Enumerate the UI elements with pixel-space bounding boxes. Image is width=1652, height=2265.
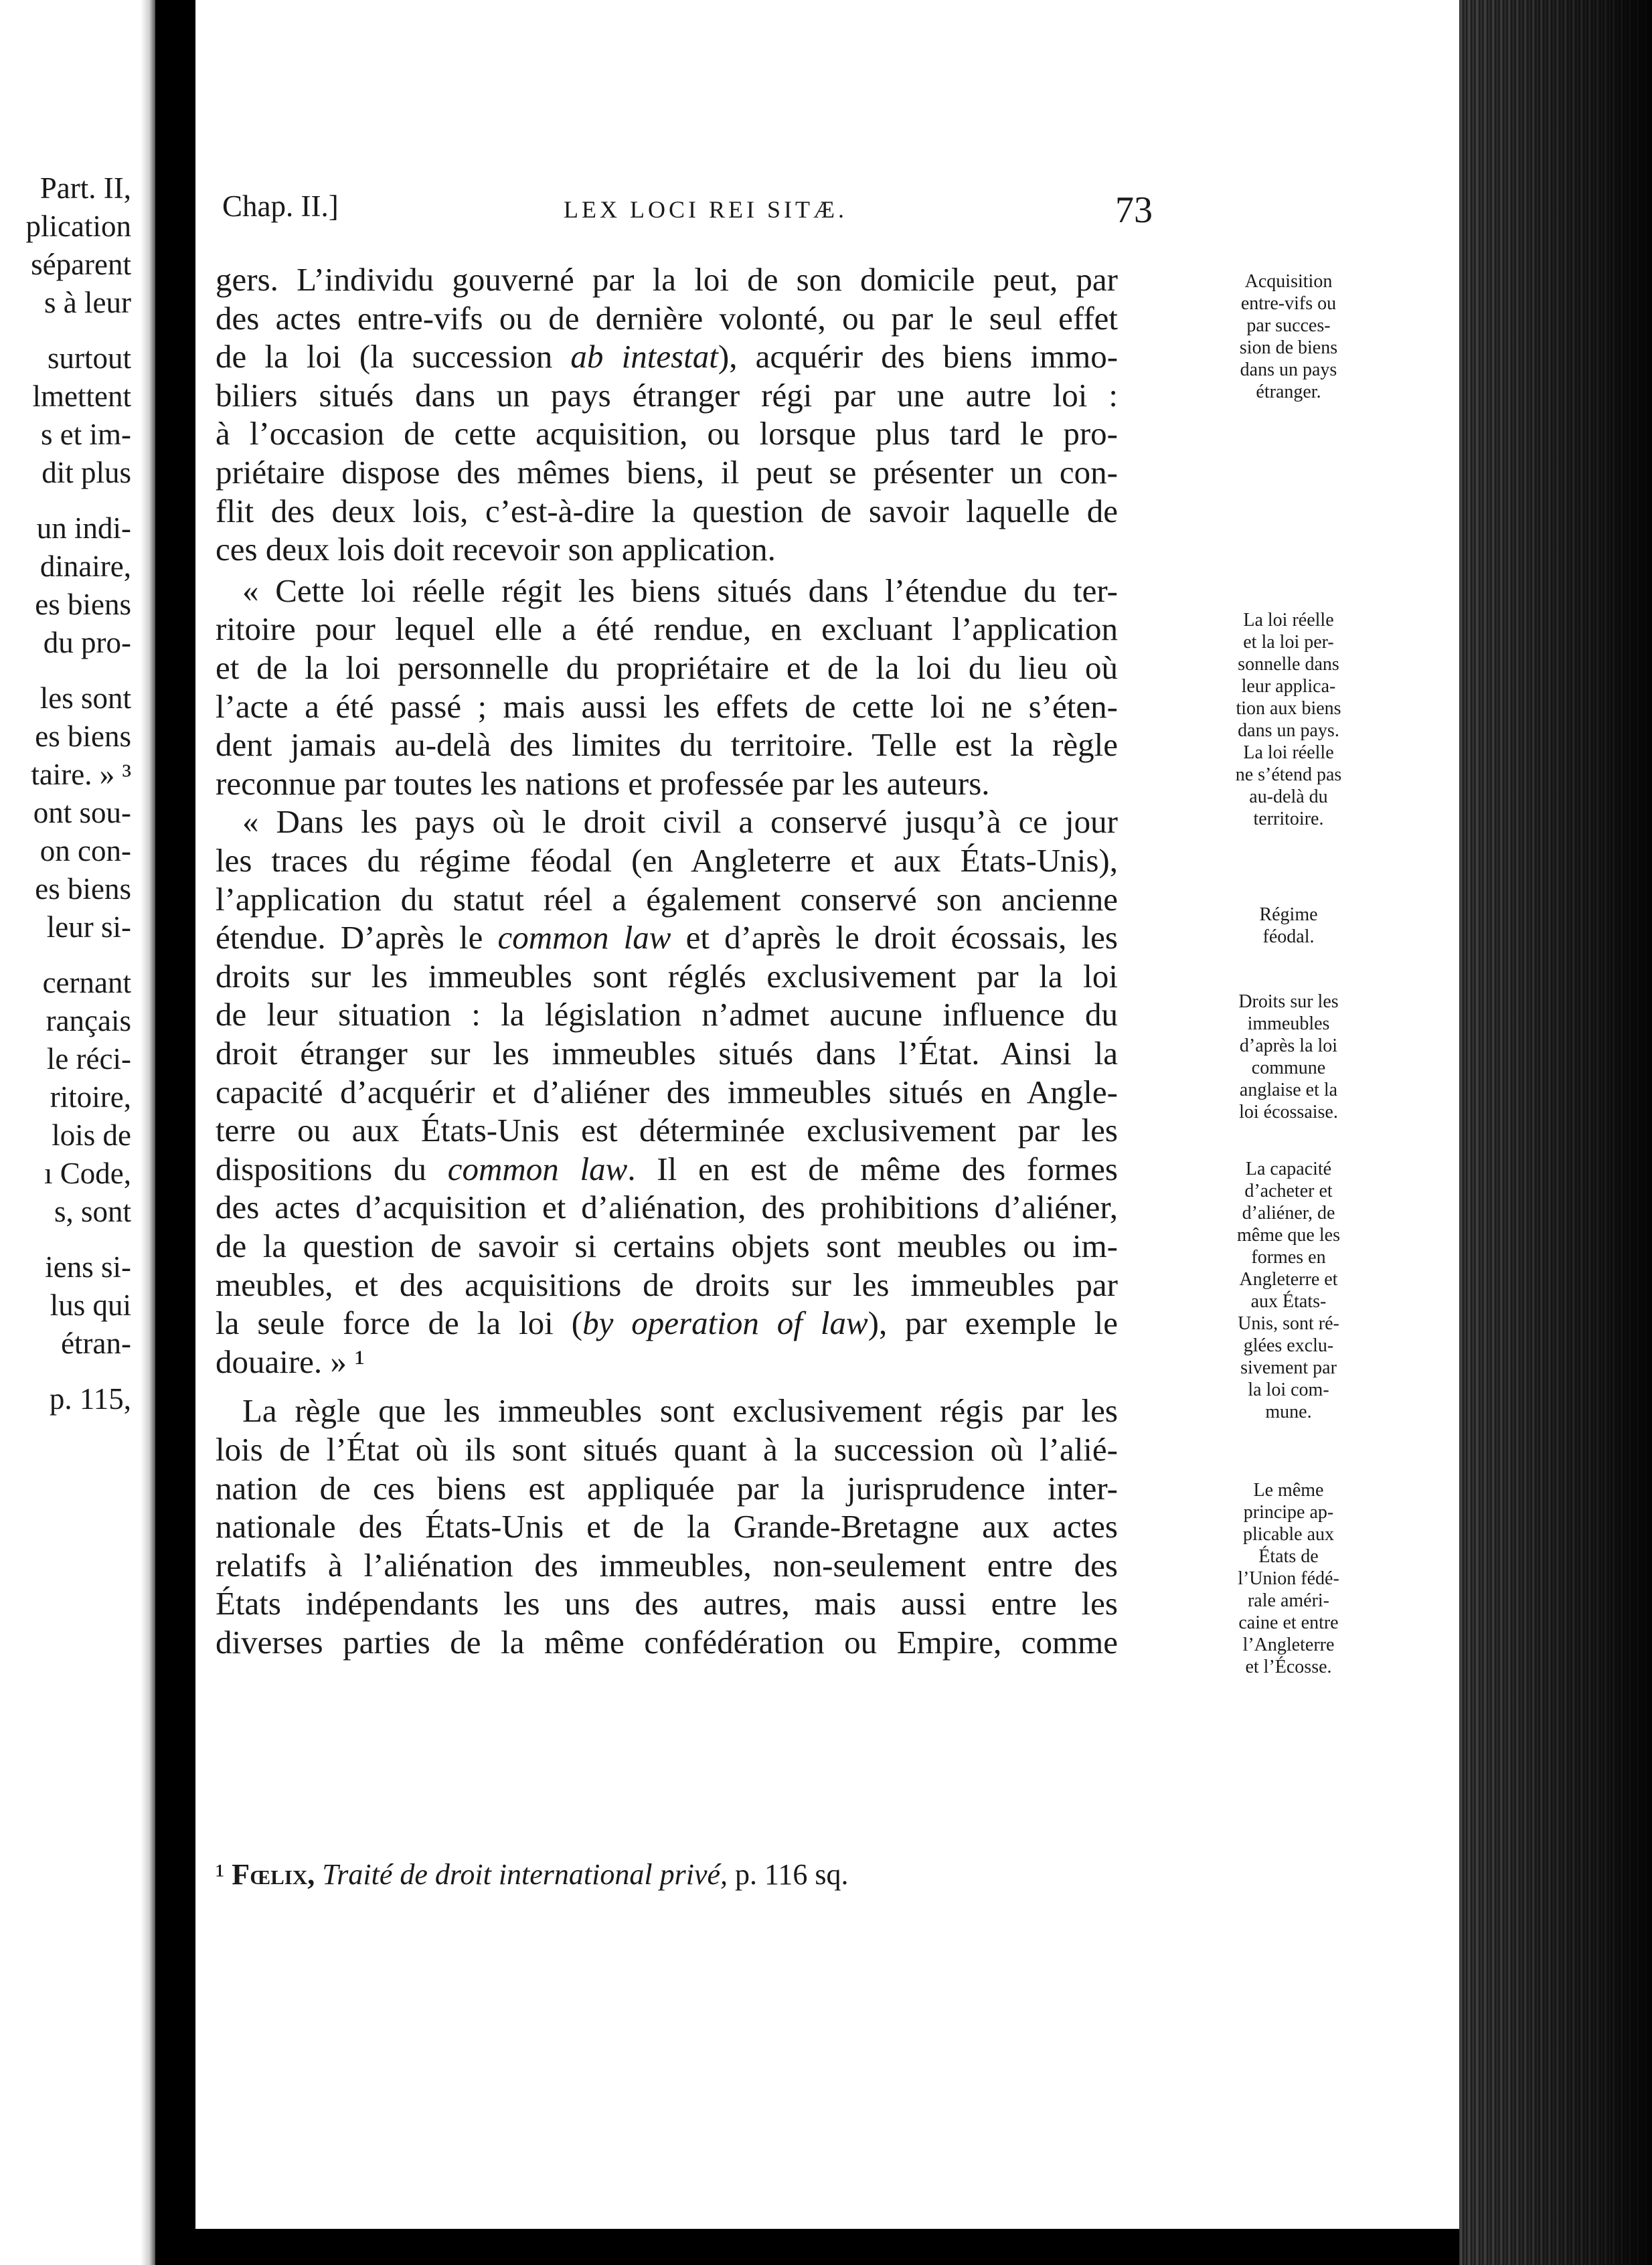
body-line: l’acte a été passé ; mais aussi les effets de cette loi ne s’éten- <box>216 687 1118 725</box>
body-line: droit étranger sur les immeubles situés dans l’État. Ainsi la <box>216 1035 1118 1072</box>
body-line: reconnue par toutes les nations et professée par les auteurs. <box>216 764 990 802</box>
margin-note-line: d’aliéner, de <box>1242 1203 1335 1224</box>
body-line: nation de ces biens est appliquée par la jurisprudence inter- <box>216 1469 1118 1507</box>
facing-page-line: on con- <box>39 834 131 867</box>
facing-page-line: s, sont <box>54 1195 131 1228</box>
margin-note-line: principe ap- <box>1243 1502 1334 1523</box>
facing-page-line: les sont <box>39 681 131 715</box>
margin-note-line: caine et entre <box>1238 1612 1339 1633</box>
margin-note <box>1118 904 1459 948</box>
facing-page-line: du pro- <box>43 626 131 659</box>
facing-page-line: étran- <box>61 1327 131 1360</box>
margin-note-line: Régime <box>1259 904 1318 925</box>
body-line: des actes entre-vifs ou de dernière volonté, ou par le seul effet <box>216 299 1118 337</box>
body-line: douaire. » ¹ <box>216 1343 365 1380</box>
body-line: de la loi (la succession ab intestat), acquérir des biens immo- <box>216 338 1119 375</box>
body-line: ces deux lois doit recevoir son application. <box>216 531 776 568</box>
facing-page-line: dit plus <box>42 456 131 489</box>
facing-page-line: es biens <box>35 720 131 753</box>
margin-note-line: anglaise et la <box>1239 1080 1338 1100</box>
margin-note-line: l’Union fédé- <box>1238 1568 1339 1589</box>
facing-page-line: ont sou- <box>33 796 131 829</box>
facing-page-line: plicatio​n <box>25 209 131 243</box>
margin-note-line: ne s’étend pas <box>1235 764 1342 785</box>
facing-page-line: surtout <box>47 341 131 375</box>
margin-note-line: tion aux biens <box>1236 698 1341 719</box>
body-line: priétaire dispose des mêmes biens, il peut se présenter un con- <box>216 454 1118 491</box>
facing-page-line: lois de <box>52 1118 131 1152</box>
body-line: terre ou aux États-Unis est déterminée exclusivement par les <box>216 1112 1118 1149</box>
facing-page-line: p. 115, <box>49 1382 131 1416</box>
chapter-label: Chap. II.] <box>222 189 339 223</box>
body-line: gers. L’individu gouverné par la loi de son domicile peut, par <box>216 261 1118 298</box>
margin-note <box>1118 609 1459 830</box>
body-line: nationale des États-Unis et de la Grande-Bretagne aux actes <box>216 1508 1118 1545</box>
margin-note-line: par succes- <box>1246 315 1331 336</box>
margin-note-line: sivement par <box>1240 1357 1337 1378</box>
body-line: diverses parties de la même confédération ou Empire, comme <box>216 1624 1118 1661</box>
body-line: lois de l’État où ils sont situés quant à la succession où l’alié- <box>216 1431 1118 1468</box>
footnote-author: Fœlix, <box>232 1858 315 1891</box>
body-line: la seule force de la loi (by operation of law), par exemple le <box>216 1305 1118 1342</box>
facing-page-line: taire. » ³ <box>31 758 131 791</box>
running-head <box>222 189 1159 236</box>
facing-page-line: es biens <box>35 872 131 906</box>
body-line: les traces du régime féodal (en Angleterre et aux États-Unis), <box>216 842 1118 879</box>
margin-note-line: Droits sur les <box>1238 991 1339 1012</box>
left-page-gutter <box>141 0 155 2265</box>
body-line: et de la loi personnelle du propriétaire et de la loi du lieu où <box>216 649 1118 686</box>
margin-note-line: plicable aux <box>1242 1524 1335 1545</box>
facing-page-line: es biens <box>35 588 131 621</box>
body-line: l’application du statut réel a également conservé son ancienne <box>216 880 1118 918</box>
margin-note-line: commune <box>1251 1058 1326 1078</box>
margin-note-line: Unis, sont ré- <box>1238 1313 1339 1334</box>
facing-page-line: leur si- <box>46 910 131 944</box>
body-line: « Dans les pays où le droit civil a conservé jusqu’à ce jour <box>242 803 1118 841</box>
book-gutter-gap <box>155 0 195 2265</box>
facing-page-line: Part. II, <box>39 171 131 205</box>
margin-note-line: rale améri- <box>1247 1590 1330 1611</box>
margin-note <box>1118 270 1459 403</box>
footnote-ref: p. 116 sq. <box>735 1858 849 1891</box>
margin-note-line: Le même <box>1253 1480 1324 1501</box>
body-line: droits sur les immeubles sont réglés exclusivement par la loi <box>216 957 1118 995</box>
margin-note-line: aux États- <box>1250 1291 1327 1312</box>
facing-page-line: séparent <box>31 248 131 281</box>
facing-page-line: rançais <box>46 1004 131 1037</box>
facing-page-left <box>0 0 155 2265</box>
footnote <box>216 1857 1086 1892</box>
margin-note-line: l’Angleterre <box>1242 1634 1335 1655</box>
facing-page-line: s à leur <box>44 286 131 319</box>
facing-page-line: s et im- <box>41 418 131 451</box>
margin-note-line: d’acheter et <box>1244 1181 1333 1201</box>
margin-note-line: Acquisition <box>1244 271 1333 292</box>
body-line: étendue. D’après le common law et d’après le droit écossais, les <box>216 919 1119 956</box>
page-edges <box>1459 0 1652 2265</box>
body-line: ritoire pour lequel elle a été rendue, en excluant l’application <box>216 610 1118 648</box>
margin-note-line: même que les <box>1237 1225 1340 1246</box>
margin-note-line: États de <box>1258 1546 1319 1567</box>
margin-note-line: la loi com- <box>1248 1379 1329 1400</box>
margin-note-line: féodal. <box>1262 926 1315 947</box>
margin-note-line: La loi réelle <box>1243 742 1334 763</box>
margin-note-line: Angleterre et <box>1239 1269 1338 1290</box>
facing-page-text <box>0 0 141 2265</box>
facing-page-line: dinaire, <box>39 550 131 583</box>
margin-note-line: mune. <box>1265 1402 1312 1422</box>
body-line: États indépendants les uns des autres, mais aussi entre les <box>216 1585 1118 1622</box>
footnote-marker: ¹ <box>216 1858 225 1891</box>
body-line: La règle que les immeubles sont exclusivement régis par les <box>242 1392 1118 1430</box>
body-line: relatifs à l’aliénation des immeubles, non-seulement entre des <box>216 1546 1118 1584</box>
margin-note-line: étranger. <box>1256 382 1321 402</box>
body-line: dispositions du common law. Il en est de même des formes <box>216 1150 1118 1187</box>
margin-note-line: d’après la loi <box>1239 1035 1338 1056</box>
margin-note <box>1118 991 1459 1123</box>
body-line: meubles, et des acquisitions de droits sur les immeubles par <box>216 1266 1118 1303</box>
body-line: flit des deux lois, c’est-à-dire la question de savoir laquelle de <box>216 492 1118 529</box>
margin-note-line: territoire. <box>1253 809 1324 829</box>
facing-page-line: iens si- <box>45 1250 131 1284</box>
margin-note-line: au-delà du <box>1249 786 1328 807</box>
body-line: dent jamais au-delà des limites du territoire. Telle est la règle <box>216 726 1118 764</box>
facing-page-line: un indi- <box>36 511 131 545</box>
margin-note-line: leur applica- <box>1241 676 1336 697</box>
margin-note <box>1118 1158 1459 1423</box>
margin-note-line: sonnelle dans <box>1238 654 1339 675</box>
footnote-title: Traité de droit international privé, <box>322 1858 728 1891</box>
margin-note-line: La loi réelle <box>1243 610 1334 631</box>
facing-page-line: lus qui <box>50 1288 131 1322</box>
margin-note-line: dans un pays <box>1240 359 1337 380</box>
running-title: LEX LOCI REI SITÆ. <box>564 196 847 223</box>
body-line: capacité d’acquérir et d’aliéner des immeubles situés en Angle- <box>216 1073 1118 1110</box>
facing-page-line: lmettent <box>32 380 131 413</box>
margin-note-line: dans un pays. <box>1238 720 1339 741</box>
margin-note-line: et l’Écosse. <box>1245 1657 1332 1677</box>
book-page <box>195 0 1459 2229</box>
margin-note <box>1118 1479 1459 1678</box>
body-line: des actes d’acquisition et d’aliénation, des prohibitions d’aliéner, <box>216 1189 1118 1226</box>
margin-note-line: et la loi per- <box>1243 632 1334 653</box>
facing-page-line: ritoire, <box>50 1080 131 1114</box>
margin-note-line: loi écossaise. <box>1239 1102 1338 1122</box>
body-line: de leur situation : la législation n’admet aucune influence du <box>216 996 1118 1033</box>
page-number: 73 <box>1115 189 1153 231</box>
body-line: à l’occasion de cette acquisition, ou lorsque plus tard le pro- <box>216 415 1118 452</box>
body-line: de la question de savoir si certains objets sont meubles ou im- <box>216 1228 1118 1264</box>
margin-note-line: formes en <box>1251 1247 1326 1268</box>
margin-note-line: immeubles <box>1247 1013 1330 1034</box>
margin-note-line: La capacité <box>1245 1159 1332 1179</box>
margin-note-line: sion de biens <box>1239 337 1338 358</box>
margin-note-line: glées exclu- <box>1243 1335 1334 1356</box>
body-line: « Cette loi réelle régit les biens situés dans l’étendue du ter- <box>242 572 1118 609</box>
body-line: biliers situés dans un pays étranger régi par une autre loi : <box>216 376 1118 414</box>
margin-note-line: entre-vifs ou <box>1240 293 1337 314</box>
facing-page-line: cernant <box>42 966 131 999</box>
facing-page-line: ı Code, <box>44 1157 131 1190</box>
facing-page-line: le réci- <box>46 1042 131 1076</box>
